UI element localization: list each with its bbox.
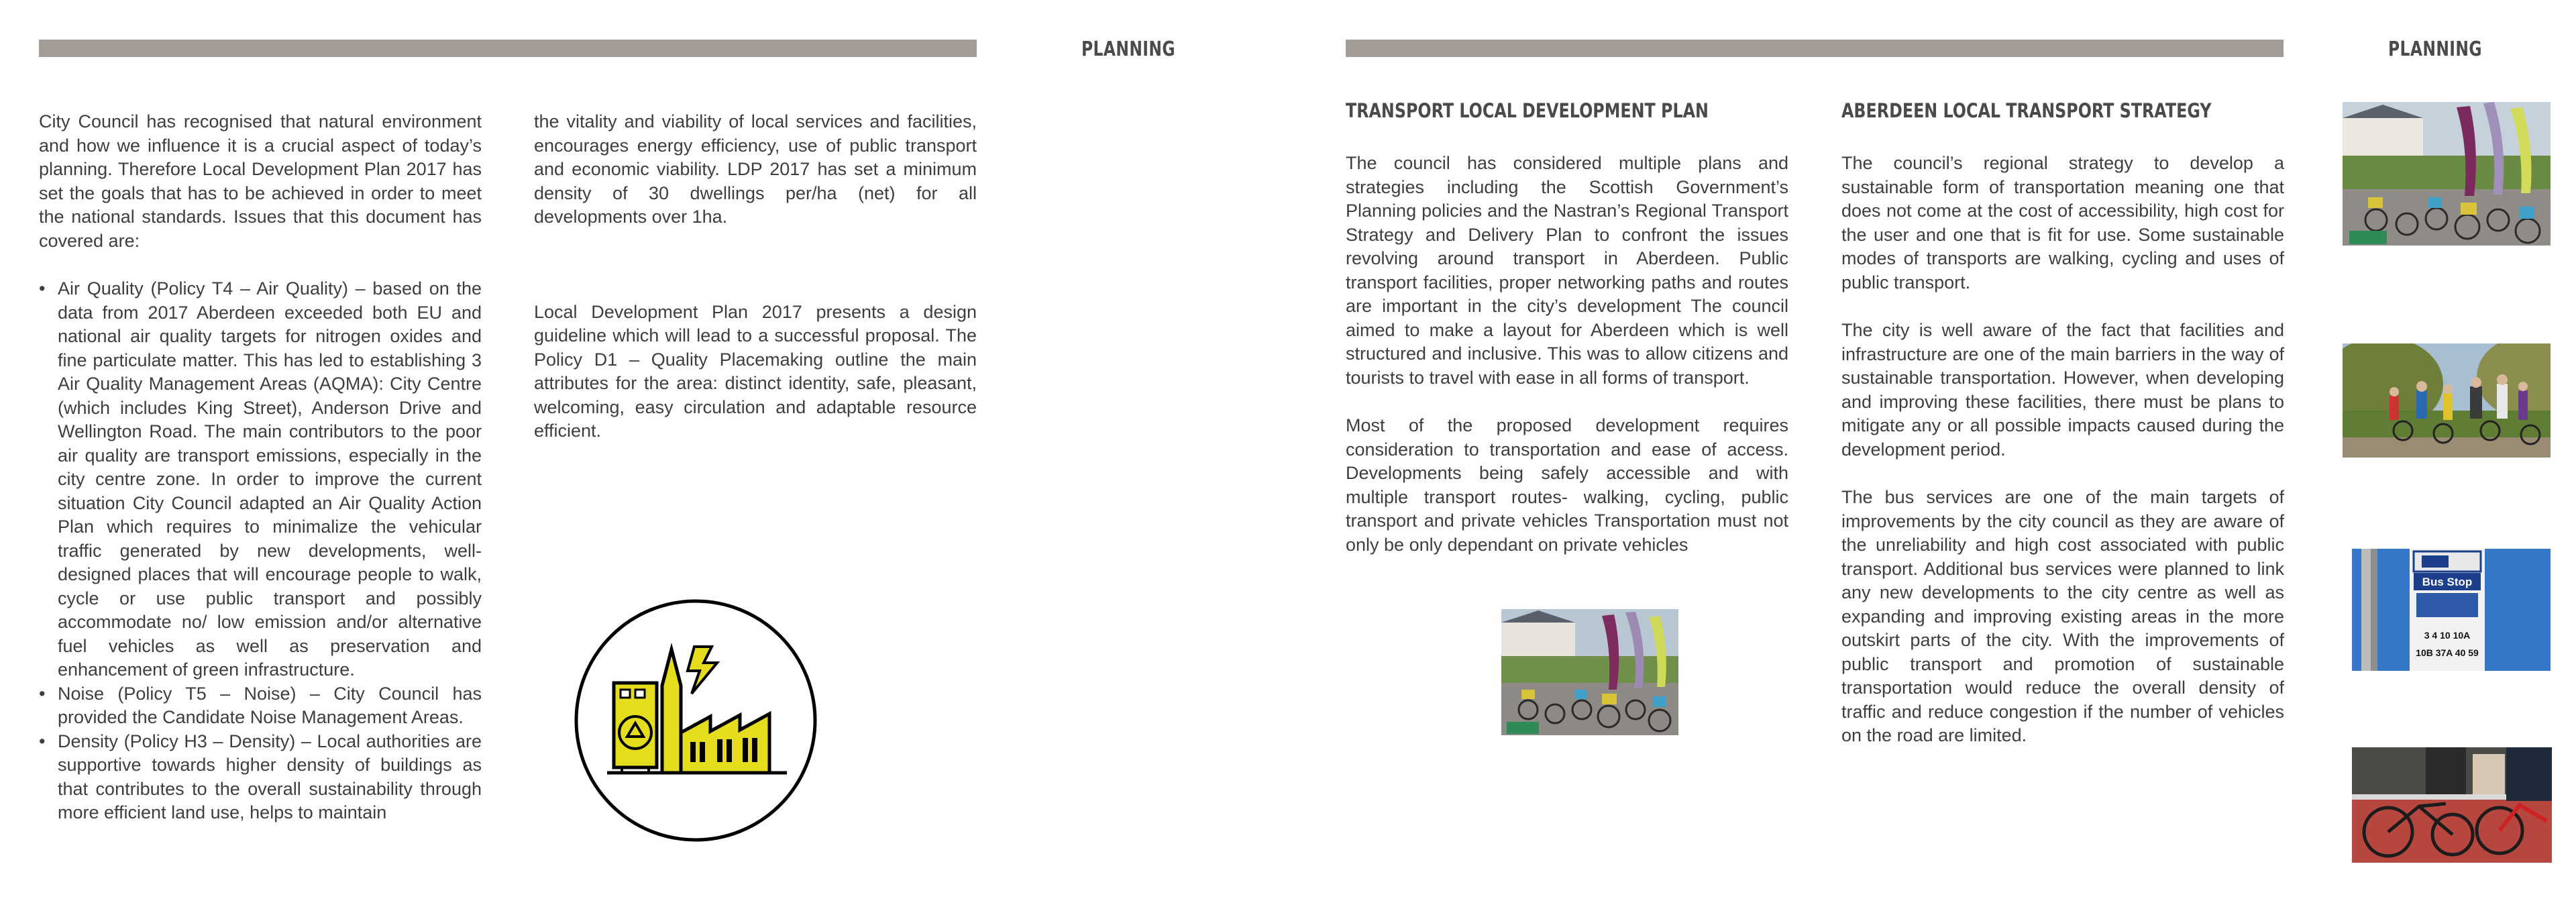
bus-stop-photo: [2352, 549, 2551, 671]
page-header-right: PLANNING: [2388, 38, 2482, 61]
cyclists-group-photo: [2343, 343, 2551, 458]
issues-list: [39, 277, 482, 825]
strategy-paragraph-2: The city is well aware of the fact that facilities and infrastructure are one of the main barriers in the way of sustainable transportation. However, when developing and improving these facilities, there must be plans to mitigate any or all possible impacts caused during the development period.: [1841, 320, 2284, 460]
list-item: • Noise (Policy T5 – Noise) – City Council has provided the Candidate Noise Management Areas.: [39, 682, 482, 730]
page-header-left: PLANNING: [1081, 38, 1175, 61]
section-title-transport-strategy: ABERDEEN LOCAL TRANSPORT STRATEGY: [1841, 99, 2212, 122]
bike-event-photo: [2343, 102, 2551, 246]
bus-stop-sign-title: Bus Stop: [2422, 576, 2473, 588]
density-paragraph: the vitality and viability of local services and facilities, encourages energy efficiency, use of public transport and economic viability. LDP 2017 has set a minimum density of 30 dwellings per/ha (net) for all developments over 1ha.: [534, 111, 977, 227]
design-paragraph: Local Development Plan 2017 presents a design guideline which will lead to a successful proposal. The Policy D1 – Quality Placemaking outline the main attributes for the area: distinct identity, safe, pleasant, welcoming, easy circulation and adaptable resource efficient.: [534, 301, 977, 441]
ldp-paragraph-2: Most of the proposed development requires consideration to transportation and ease of access. Developments being safely accessible and with multiple transport routes- walking, cycling, public transport and private vehicles Transportation must not only be only dependant on private vehicles: [1346, 415, 1788, 555]
list-item: • Density (Policy H3 – Density) – Local authorities are supportive towards higher density of buildings as that contributes to the overall sustainability through more efficient land use, helps to maintain: [39, 730, 482, 825]
factory-recycle-icon: [574, 598, 818, 843]
list-item: • Air Quality (Policy T4 – Air Quality) – based on the data from 2017 Aberdeen exceeded both EU and national air quality targets for nitrogen oxides and fine particulate matter. This has led to establishing 3 Air Quality Management Areas (AQMA): City Centre (which includes King Street), Anderson Drive and Wellington Road. The main contributors to the poor air quality are transport emissions, especially in the city centre zone. In order to improve the current situation City Council adapted an Air Quality Action Plan which requires to minimalize the vehicular traffic generated by new developments, well-designed places that will encourage people to walk, cycle or use public transport and possibly accommodate no/ low emission and/or alternative fuel vehicles as well as preservation and enhancement of green infrastructure.: [39, 277, 482, 682]
ldp-paragraph-1: The council has considered multiple plans and strategies including the Scottish Government’s Planning policies and the Nastran’s Regional Transport Strategy and Delivery Plan to confront the issues revolving around transport in Aberdeen. Public transport facilities, proper networking paths and routes are important in the city’s development The council aimed to make a layout for Aberdeen which is well structured and inclusive. This was to allow citizens and tourists to travel with ease in all forms of transport.: [1346, 153, 1788, 388]
section-title-transport-ldp: TRANSPORT LOCAL DEVELOPMENT PLAN: [1346, 99, 1709, 122]
bus-routes-row-2: 10B 37A 40 59: [2416, 647, 2479, 658]
right-column-2: [1841, 152, 2284, 748]
intro-paragraph: City Council has recognised that natural environment and how we influence it is a crucial aspect of today’s planning. Therefore Local Development Plan 2017 has set the goals that has to be achieved in order to meet the national standards. Issues that this document has covered are:: [39, 111, 482, 251]
header-bar-left: [39, 40, 977, 57]
bike-event-photo-small: [1501, 609, 1678, 735]
left-column-2: [534, 110, 977, 443]
right-column-1: [1346, 152, 1788, 557]
cyclists-road-photo: [2352, 747, 2552, 863]
bus-routes-row-1: 3 4 10 10A: [2424, 630, 2471, 641]
left-column-1: [39, 110, 482, 825]
strategy-paragraph-1: The council’s regional strategy to develop a sustainable form of transportation meaning one that does not come at the cost of accessibility, high cost for the user and one that is fit for use. Some sustainable modes of transports are walking, cycling and uses of public transport.: [1841, 153, 2284, 292]
strategy-paragraph-3: The bus services are one of the main targets of improvements by the city council as they are aware of the unreliability and high cost associated with public transport. Additional bus services were planned to link any new developments to the city centre as well as expanding and improving existing areas in the more outskirt parts of the city. With the improvements of public transport and promotion of sustainable transportation would reduce the overall density of traffic and reduce congestion if the number of vehicles on the road are limited.: [1841, 487, 2284, 745]
header-bar-right: [1346, 40, 2284, 57]
